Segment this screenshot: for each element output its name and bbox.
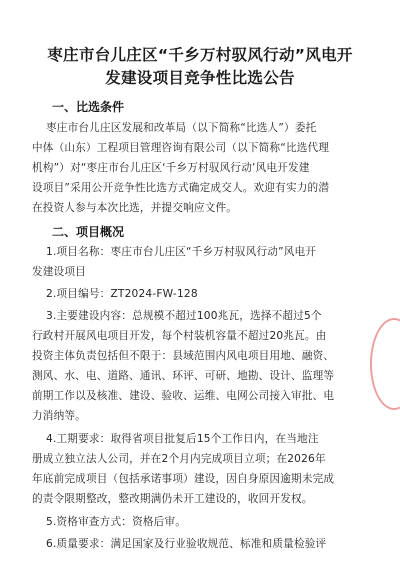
paragraph-line: 3.主要建设内容：总规模不超过100兆瓦，选择不超过5个 bbox=[46, 310, 322, 322]
document-title-line-1: 枣庄市台儿庄区“千乡万村驭风行动”风电开 bbox=[47, 46, 353, 64]
paragraph-line: 年底前完成项目（包括承诺事项）建设，因自身原因逾期未完成 bbox=[32, 473, 335, 485]
paragraph-line: 1.项目名称：枣庄市台儿庄区“千乡万村驭风行动”风电开 bbox=[46, 246, 317, 258]
paragraph-line: 机构”）对“枣庄市台儿庄区‘千乡万村驭风行动’风电开发建 bbox=[32, 162, 310, 174]
paragraph-line: 6.质量要求：满足国家及行业验收规范、标准和质量检验评 bbox=[46, 538, 327, 550]
paragraph-line: 投资主体负责包括但不限于：县域范围内风电项目用地、融资、 bbox=[32, 350, 335, 362]
paragraph-line: 在投资人参与本次比选，并提交响应文件。 bbox=[32, 202, 238, 214]
paragraph-line: 5.资格审查方式：资格后审。 bbox=[46, 516, 187, 528]
paragraph-line: 测风、水、电、道路、通讯、环评、可研、地勘、设计、监理等 bbox=[32, 370, 335, 382]
paragraph-line: 枣庄市台儿庄区发展和改革局（以下简称“比选人”）委托 bbox=[46, 122, 317, 134]
paragraph-line: 2.项目编号：ZT2024-FW-128 bbox=[46, 288, 198, 300]
official-seal-stamp bbox=[370, 318, 400, 410]
paragraph-line: 的责令限期整改，整改期满仍未开工建设的，收回开发权。 bbox=[32, 493, 313, 505]
paragraph-line: 中体（山东）工程项目管理咨询有限公司（以下简称“比选代理 bbox=[32, 142, 330, 154]
paragraph-line: 4.工期要求：取得省项目批复后15个工作日内，在当地注 bbox=[46, 433, 319, 445]
paragraph-line: 发建设项目 bbox=[32, 266, 86, 278]
paragraph-line: 前期工作以及核准、建设、验收、运维、电网公司接入审批、电 bbox=[32, 390, 335, 402]
paragraph-line: 行政村开展风电项目开发，每个村装机容量不超过20兆瓦。由 bbox=[32, 330, 327, 342]
document-title-line-2: 发建设项目竞争性比选公告 bbox=[105, 69, 295, 87]
paragraph-line: 设项目”采用公开竞争性比选方式确定成交人。欢迎有实力的潜 bbox=[32, 182, 330, 194]
section-heading-overview: 二、项目概况 bbox=[52, 225, 125, 239]
section-heading-conditions: 一、比选条件 bbox=[52, 100, 125, 114]
paragraph-line: 力消纳等。 bbox=[32, 410, 86, 422]
paragraph-line: 册成立独立法人公司，并在2个月内完成项目立项；在2026年 bbox=[32, 453, 326, 465]
